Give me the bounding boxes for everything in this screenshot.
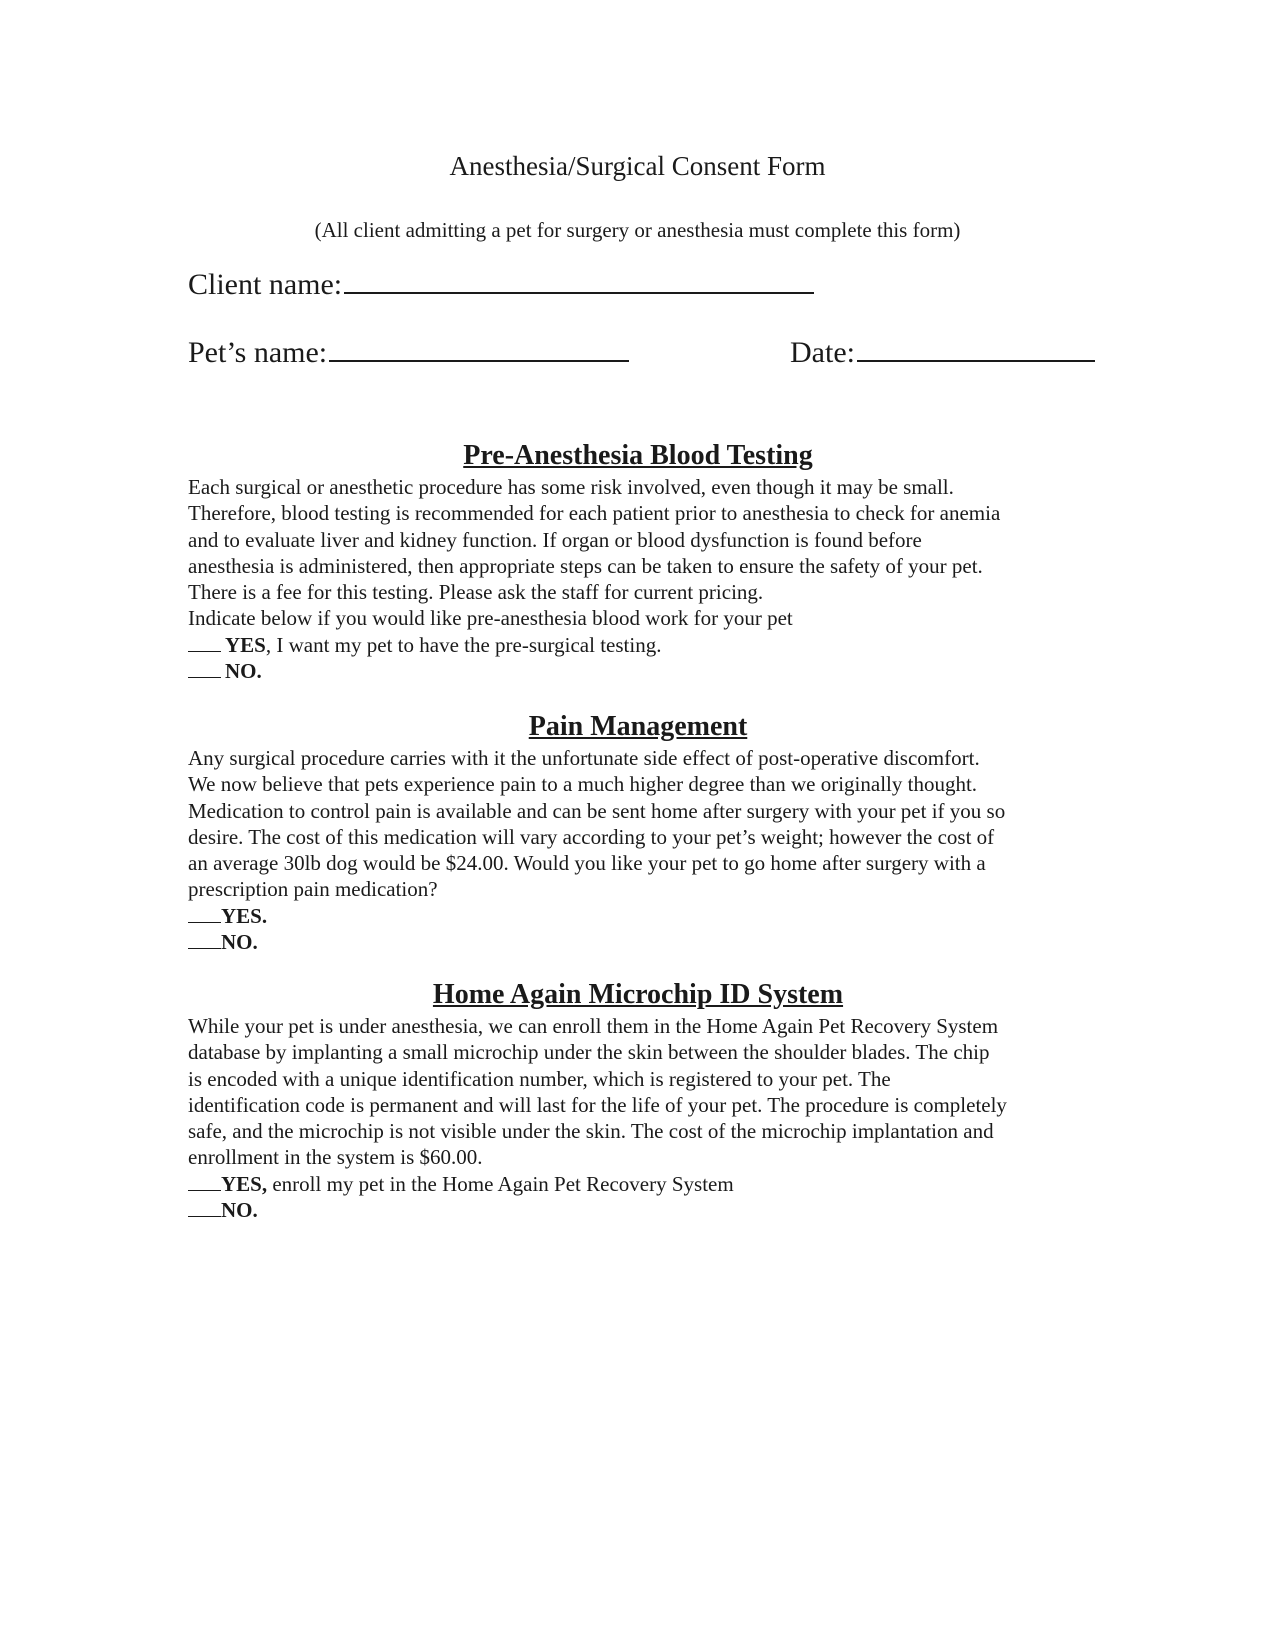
date-row (790, 334, 1095, 371)
pain-yes-blank[interactable] (188, 905, 221, 923)
pain-management-section (188, 711, 1088, 955)
blood-testing-no-blank[interactable] (188, 660, 221, 678)
form-title: Anesthesia/Surgical Consent Form (449, 151, 826, 181)
microchip-yes-option (188, 1171, 1088, 1197)
paragraph-line: and to evaluate liver and kidney function. If organ or blood dysfunction is found before (188, 527, 922, 552)
blood-testing-section (188, 440, 1088, 684)
client-name-row (188, 266, 814, 303)
form-subtitle: (All client admitting a pet for surgery or anesthesia must complete this form) (314, 218, 961, 242)
microchip-no-blank[interactable] (188, 1199, 221, 1217)
blood-testing-yes-option (188, 632, 1088, 658)
microchip-heading: Home Again Microchip ID System (432, 979, 844, 1010)
pet-name-label: Pet’s name: (188, 336, 328, 369)
yes-label: YES, (221, 1171, 268, 1196)
paragraph-line: While your pet is under anesthesia, we can enroll them in the Home Again Pet Recovery System (188, 1014, 999, 1038)
blood-testing-heading: Pre-Anesthesia Blood Testing (463, 440, 813, 471)
yes-description: , I want my pet to have the pre-surgical testing. (265, 632, 662, 657)
paragraph-line: identification code is permanent and will last for the life of your pet. The procedure is completely (188, 1092, 1007, 1117)
paragraph-line: Any surgical procedure carries with it the unfortunate side effect of post-operative discomfort. (188, 746, 980, 770)
paragraph-line: Each surgical or anesthetic procedure has some risk involved, even though it may be small. (188, 475, 954, 499)
pain-no-blank[interactable] (188, 931, 221, 949)
client-name-label: Client name: (188, 268, 343, 301)
paragraph-line: enrollment in the system is $60.00. (188, 1145, 483, 1170)
paragraph-line: database by implanting a small microchip under the skin between the shoulder blades. The chip (188, 1040, 990, 1065)
client-name-field[interactable] (344, 266, 814, 294)
blood-testing-no-option (188, 658, 1088, 684)
paragraph-line: Indicate below if you would like pre-anesthesia blood work for your pet (188, 606, 793, 631)
pain-yes-option (188, 903, 1088, 929)
no-label: NO. (221, 930, 258, 955)
pet-name-row (188, 334, 629, 371)
paragraph-line: desire. The cost of this medication will vary according to your pet’s weight; however the cost of (188, 824, 995, 849)
paragraph-line: is encoded with a unique identification number, which is registered to your pet. The (188, 1066, 891, 1091)
pain-no-option (188, 929, 1088, 955)
microchip-no-option (188, 1197, 1088, 1223)
paragraph-line: safe, and the microchip is not visible under the skin. The cost of the microchip implantation and (188, 1119, 994, 1144)
date-label: Date: (790, 336, 855, 369)
pain-management-heading: Pain Management (528, 711, 748, 742)
paragraph-line: prescription pain medication? (188, 877, 438, 902)
microchip-yes-blank[interactable] (188, 1173, 221, 1191)
pet-name-field[interactable] (329, 334, 629, 362)
paragraph-line: There is a fee for this testing. Please ask the staff for current pricing. (188, 580, 764, 605)
no-label: NO. (225, 659, 262, 684)
paragraph-line: anesthesia is administered, then appropriate steps can be taken to ensure the safety of your pet. (188, 553, 983, 578)
paragraph-line: Therefore, blood testing is recommended for each patient prior to anesthesia to check for anemia (188, 501, 1001, 526)
blood-testing-yes-blank[interactable] (188, 634, 221, 652)
yes-description: enroll my pet in the Home Again Pet Recovery System (267, 1171, 734, 1196)
paragraph-line: We now believe that pets experience pain to a much higher degree than we originally thought. (188, 772, 978, 797)
microchip-section (188, 979, 1088, 1223)
yes-label: YES (225, 632, 266, 657)
no-label: NO. (221, 1198, 258, 1223)
paragraph-line: Medication to control pain is available and can be sent home after surgery with your pet if you so (188, 798, 1006, 823)
yes-label: YES. (221, 903, 268, 928)
date-field[interactable] (857, 334, 1095, 362)
paragraph-line: an average 30lb dog would be $24.00. Would you like your pet to go home after surgery with a (188, 851, 986, 876)
